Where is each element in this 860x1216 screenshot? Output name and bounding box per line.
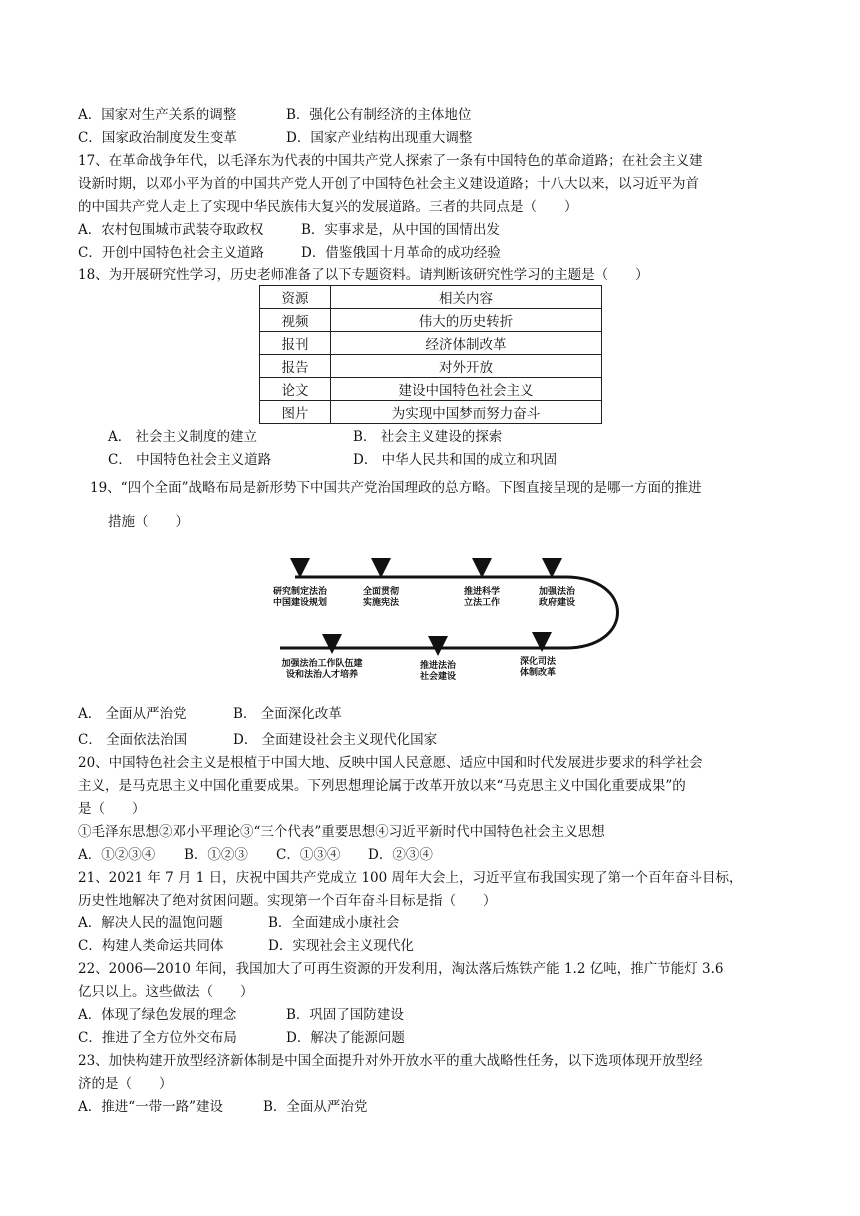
q18-stem: 18、为开展研究性学习，历史老师准备了以下专题资料。请判断该研究性学习的主题是（ ） <box>78 267 649 283</box>
q21-stem-line2: 历史性地解决了绝对贫困问题。实现第一个百年奋斗目标是指（ ） <box>78 893 497 909</box>
q23-option-a: A．推进“一带一路”建设 <box>78 1099 224 1115</box>
q22-options-row2 <box>78 1028 405 1048</box>
step-marker <box>428 636 448 656</box>
q21-option-b: B．全面建成小康社会 <box>268 915 400 931</box>
q17-option-a: A．农村包围城市武装夺取政权 <box>78 222 264 238</box>
table-cell: 报刊 <box>260 332 331 355</box>
q22-option-b: B．巩固了国防建设 <box>286 1007 404 1023</box>
q16-option-d: D．国家产业结构出现重大调整 <box>286 130 473 146</box>
table-cell: 视频 <box>260 309 331 332</box>
q20-option-d: D．②③④ <box>368 847 433 863</box>
q21-option-a: A．解决人民的温饱问题 <box>78 915 223 931</box>
q22-stem-line2: 亿只以上。这些做法（ ） <box>78 984 254 1000</box>
step-marker <box>472 558 492 578</box>
q16-options-row2 <box>78 128 472 148</box>
q19-stem-line2: 措施（ ） <box>108 514 189 530</box>
q22-options-row1 <box>78 1005 404 1025</box>
q18-resource-table <box>259 285 602 424</box>
step-marker <box>371 558 391 578</box>
q19-options-row1 <box>78 704 342 724</box>
q22-option-a: A．体现了绿色发展的理念 <box>78 1007 237 1023</box>
table-header-cell: 相关内容 <box>331 286 602 309</box>
q21-option-d: D．实现社会主义现代化 <box>268 938 414 954</box>
q16-options-row1 <box>78 105 471 125</box>
q17-option-d: D．借鉴俄国十月革命的成功经验 <box>301 245 501 261</box>
q20-option-a: A．①②③④ <box>78 847 156 863</box>
q21-options-row1 <box>78 913 399 933</box>
diagram-step-label: 加强法治政府建设 <box>538 587 576 608</box>
table-cell: 建设中国特色社会主义 <box>331 378 602 401</box>
q19-options-row2 <box>78 730 437 750</box>
q23-option-b: B．全面从严治党 <box>263 1099 368 1115</box>
q17-stem-line3: 的中国共产党人走上了实现中华民族伟大复兴的发展道路。三者的共同点是（ ） <box>78 199 578 215</box>
q19-option-d: D． 全面建设社会主义现代化国家 <box>233 732 438 748</box>
q20-stem-line2: 主义，是马克思主义中国化重要成果。下列思想理论属于改革开放以来“马克思主义中国化重要成果”的 <box>78 778 686 794</box>
q20-items: ①毛泽东思想②邓小平理论③“三个代表”重要思想④习近平新时代中国特色社会主义思想 <box>78 824 605 840</box>
table-cell: 为实现中国梦而努力奋斗 <box>331 401 602 424</box>
q19-stem-line1: 19、“四个全面”战略布局是新形势下中国共产党治国理政的总方略。下图直接呈现的是哪一方面的推进 <box>90 480 702 496</box>
table-row <box>260 309 602 332</box>
q23-options-row1 <box>78 1097 367 1117</box>
step-marker <box>290 558 310 578</box>
table-row <box>260 378 602 401</box>
q16-option-c: C．国家政治制度发生变革 <box>78 130 237 146</box>
table-header-row <box>260 286 602 309</box>
q22-option-c: C．推进了全方位外交布局 <box>78 1030 237 1046</box>
table-cell: 论文 <box>260 378 331 401</box>
diagram-step-label: 推进法治社会建设 <box>419 661 457 682</box>
q19-option-c: C． 全面依法治国 <box>78 732 188 748</box>
q18-option-b: B． 社会主义建设的探索 <box>353 429 503 445</box>
q21-option-c: C．构建人类命运共同体 <box>78 938 224 954</box>
q17-stem-line1: 17、在革命战争年代，以毛泽东为代表的中国共产党人探索了一条有中国特色的革命道路；在社会主义建 <box>78 153 703 169</box>
q18-option-c: C． 中国特色社会主义道路 <box>108 452 272 468</box>
q18-option-d: D． 中华人民共和国的成立和巩固 <box>353 452 558 468</box>
q22-stem-line1: 22、2006—2010 年间，我国加大了可再生资源的开发利用，淘汰落后炼铁产能 1.2 亿吨，推广节能灯 3.6 <box>78 961 724 977</box>
rule-of-law-flow-diagram <box>260 548 632 688</box>
q17-stem-line2: 设新时期，以邓小平为首的中国共产党人开创了中国特色社会主义建设道路；十八大以来，以习近平为首 <box>78 176 699 192</box>
q20-options-row <box>78 845 433 865</box>
q22-option-d: D．解决了能源问题 <box>286 1030 405 1046</box>
q18-options-row2 <box>108 450 557 470</box>
diagram-step-label: 推进科学立法工作 <box>463 587 501 608</box>
table-row <box>260 332 602 355</box>
table-cell: 伟大的历史转折 <box>331 309 602 332</box>
q17-options-row1 <box>78 220 500 240</box>
q16-option-a: A．国家对生产关系的调整 <box>78 107 237 123</box>
diagram-step-label: 研究制定法治中国建设规划 <box>272 587 328 608</box>
table-row <box>260 401 602 424</box>
table-row <box>260 355 602 378</box>
q20-stem-line3: 是（ ） <box>78 801 146 817</box>
q23-stem-line2: 济的是（ ） <box>78 1076 173 1092</box>
q17-option-b: B．实事求是，从中国的国情出发 <box>301 222 500 238</box>
q19-option-b: B． 全面深化改革 <box>233 706 342 722</box>
q17-option-c: C．开创中国特色社会主义道路 <box>78 245 264 261</box>
step-marker <box>542 558 562 578</box>
table-cell: 对外开放 <box>331 355 602 378</box>
table-cell: 图片 <box>260 401 331 424</box>
q19-option-a: A． 全面从严治党 <box>78 706 187 722</box>
q18-option-a: A． 社会主义制度的建立 <box>108 429 258 445</box>
q17-options-row2 <box>78 243 501 263</box>
step-marker <box>322 634 342 654</box>
q21-options-row2 <box>78 936 414 956</box>
diagram-step-label: 深化司法体制改革 <box>519 657 557 678</box>
table-cell: 经济体制改革 <box>331 332 602 355</box>
q16-option-b: B．强化公有制经济的主体地位 <box>286 107 472 123</box>
q20-stem-line1: 20、中国特色社会主义是根植于中国大地、反映中国人民意愿、适应中国和时代发展进步要求的科学社会 <box>78 755 703 771</box>
table-cell: 报告 <box>260 355 331 378</box>
q20-option-c: C．①③④ <box>276 847 341 863</box>
diagram-step-label: 加强法治工作队伍建设和法治人才培养 <box>281 659 363 680</box>
q21-stem-line1: 21、2021 年 7 月 1 日，庆祝中国共产党成立 100 周年大会上，习近平宣布我国实现了第一个百年奋斗目标， <box>78 870 743 886</box>
q20-option-b: B．①②③ <box>184 847 248 863</box>
q23-stem-line1: 23、加快构建开放型经济新体制是中国全面提升对外开放水平的重大战略性任务，以下选项体现开放型经 <box>78 1053 703 1069</box>
diagram-step-label: 全面贯彻实施宪法 <box>362 587 400 608</box>
table-header-cell: 资源 <box>260 286 331 309</box>
q18-options-row1 <box>108 427 502 447</box>
